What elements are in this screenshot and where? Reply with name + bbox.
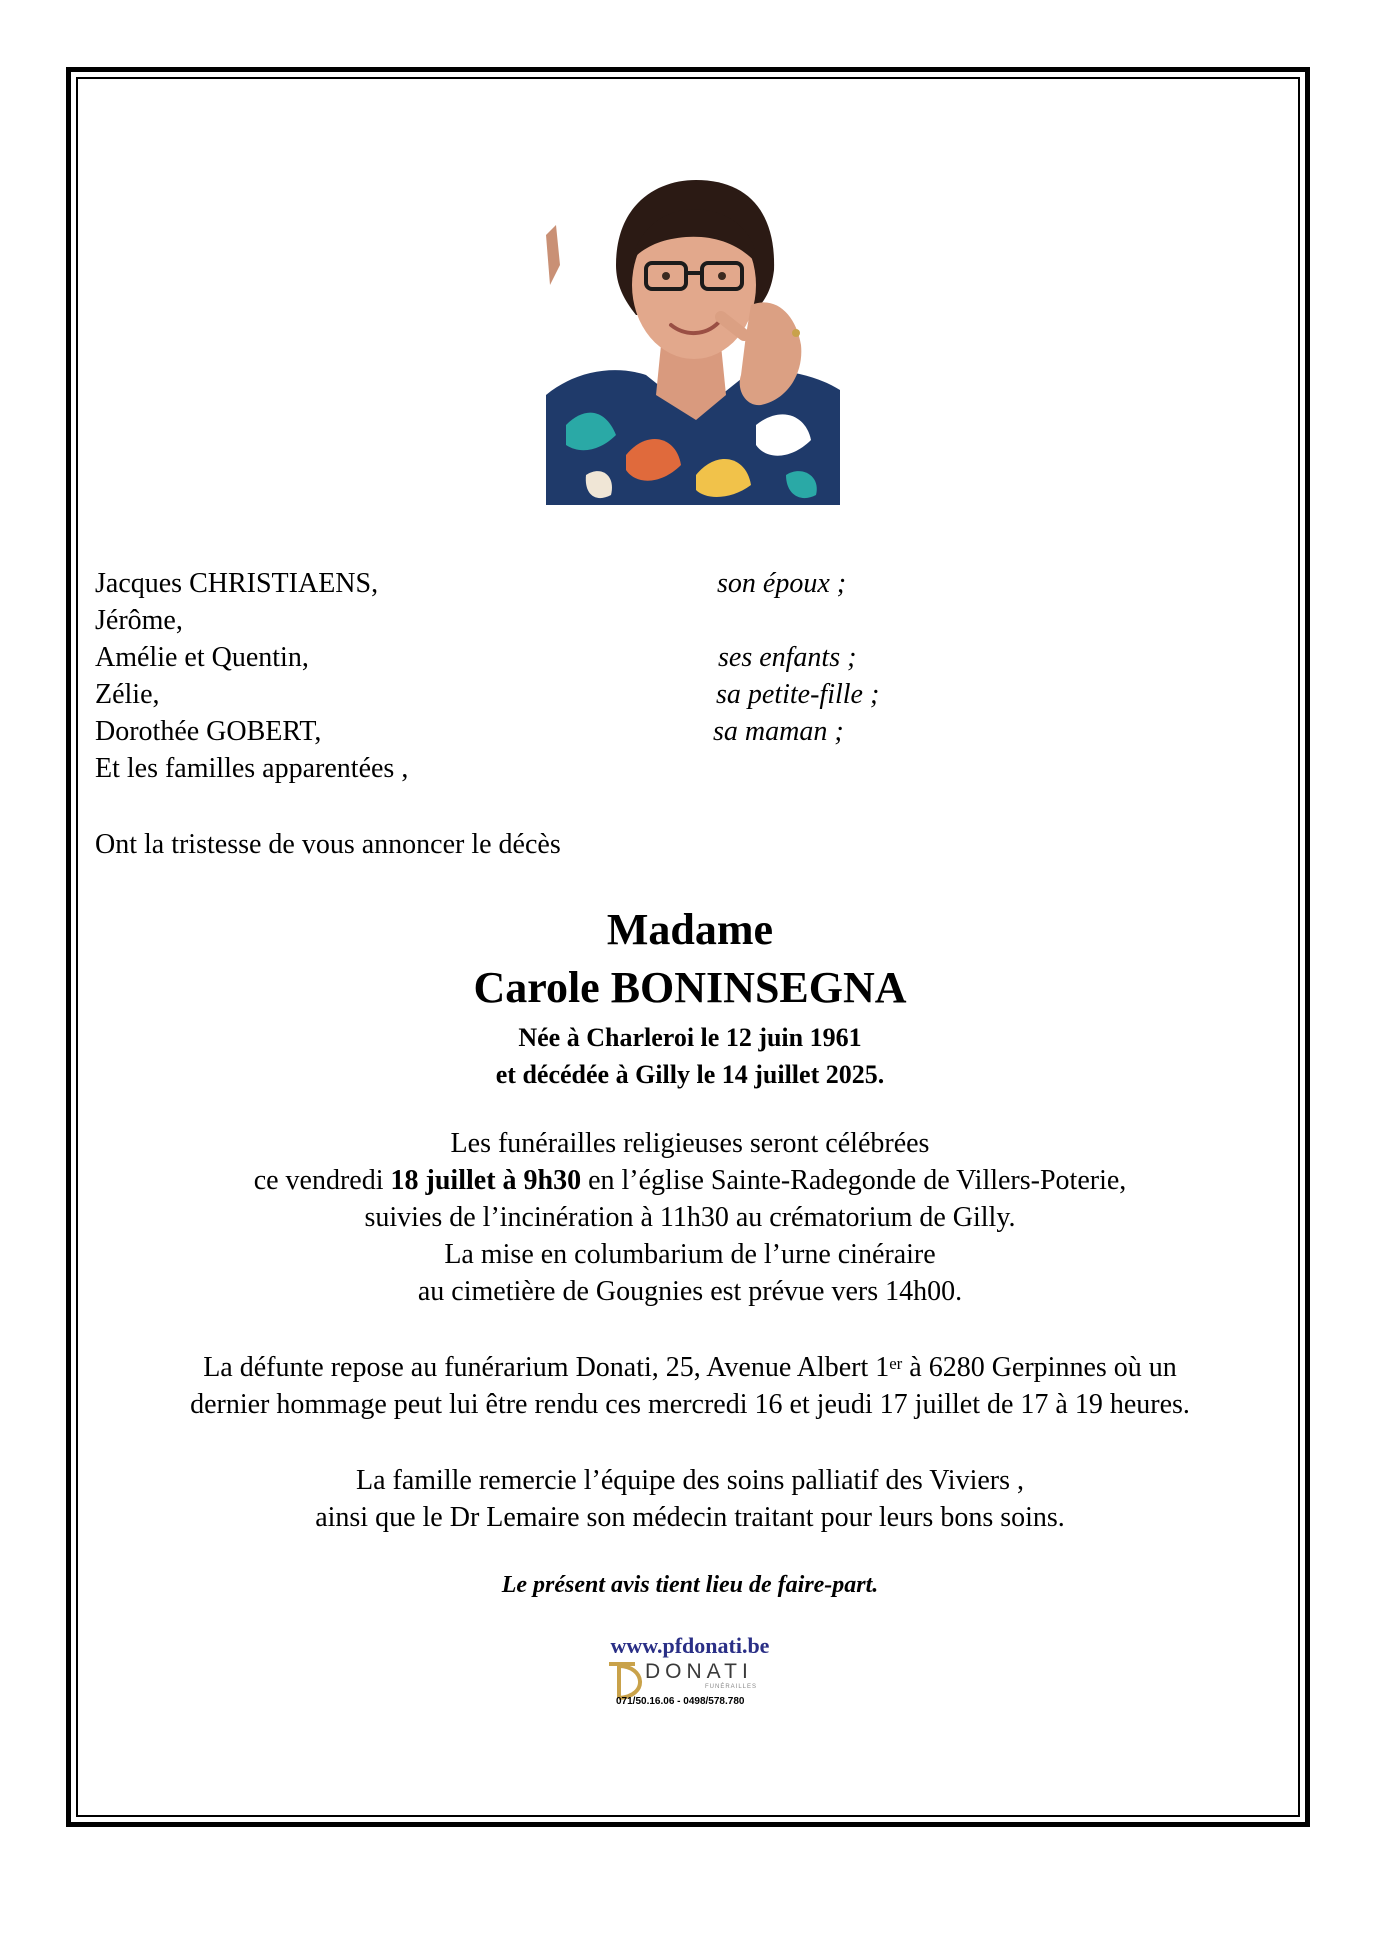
visitation-text: La défunte repose au funérarium Donati, 25, Avenue Albert 1 [203, 1352, 890, 1383]
family-row [95, 751, 1195, 787]
family-member-name: Jacques CHRISTIAENS, [95, 568, 379, 599]
funeral-line: La mise en columbarium de l’urne cinéraire [444, 1239, 936, 1270]
notice-text: Le présent avis tient lieu de faire-part. [501, 1572, 879, 1598]
deceased-title: Madame [606, 905, 774, 954]
funeral-line: suivies de l’incinération à 11h30 au crématorium de Gilly. [364, 1202, 1016, 1233]
funeral-line: au cimetière de Gougnies est prévue vers 14h00. [417, 1276, 963, 1307]
phone-numbers: 071/50.16.06 - 0498/578.780 [616, 1696, 745, 1707]
website-link[interactable]: www.pfdonati.be [610, 1633, 770, 1658]
family-member-name: Et les familles apparentées , [95, 753, 409, 784]
birth-info: Née à Charleroi le 12 juin 1961 [518, 1023, 862, 1052]
family-row [95, 714, 1195, 750]
funeral-text: en l’église Sainte-Radegonde de Villers-Poterie, [581, 1165, 1127, 1196]
deceased-name: Carole BONINSEGNA [473, 963, 907, 1012]
family-member-role: sa petite-fille ; [716, 679, 880, 710]
family-member-name: Zélie, [95, 679, 160, 710]
family-member-role: sa maman ; [713, 716, 844, 747]
thanks-line: ainsi que le Dr Lemaire son médecin traitant pour leurs bons soins. [315, 1502, 1065, 1533]
family-member-role: son époux ; [717, 568, 847, 599]
funeral-line [80, 1162, 1300, 1199]
family-member-name: Dorothée GOBERT, [95, 716, 322, 747]
funeral-date-time: 18 juillet à 9h30 [390, 1165, 582, 1196]
logo-subtitle: FUNÉRAILLES [705, 1684, 758, 1690]
family-row [95, 603, 1195, 639]
logo-wordmark: DONATI [645, 1660, 753, 1683]
death-info: et décédée à Gilly le 14 juillet 2025. [495, 1060, 885, 1089]
visitation-line [80, 1349, 1300, 1386]
family-row [95, 566, 1195, 602]
family-row [95, 640, 1195, 676]
thanks-line: La famille remercie l’équipe des soins palliatif des Viviers , [355, 1465, 1025, 1496]
family-row [95, 677, 1195, 713]
family-member-name: Jérôme, [95, 605, 183, 636]
visitation-text: à 6280 Gerpinnes où un [902, 1352, 1177, 1383]
family-member-name: Amélie et Quentin, [95, 642, 309, 673]
announcement-intro: Ont la tristesse de vous annoncer le décès [95, 829, 561, 860]
portrait-photo [546, 175, 840, 505]
funeral-line: Les funérailles religieuses seront célébrées [450, 1128, 930, 1159]
funeral-text: ce vendredi [253, 1165, 391, 1196]
family-member-role: ses enfants ; [718, 642, 857, 673]
visitation-line: dernier hommage peut lui être rendu ces mercredi 16 et jeudi 17 juillet de 17 à 19 heures. [190, 1389, 1190, 1420]
ordinal-suffix: er [889, 1354, 903, 1373]
